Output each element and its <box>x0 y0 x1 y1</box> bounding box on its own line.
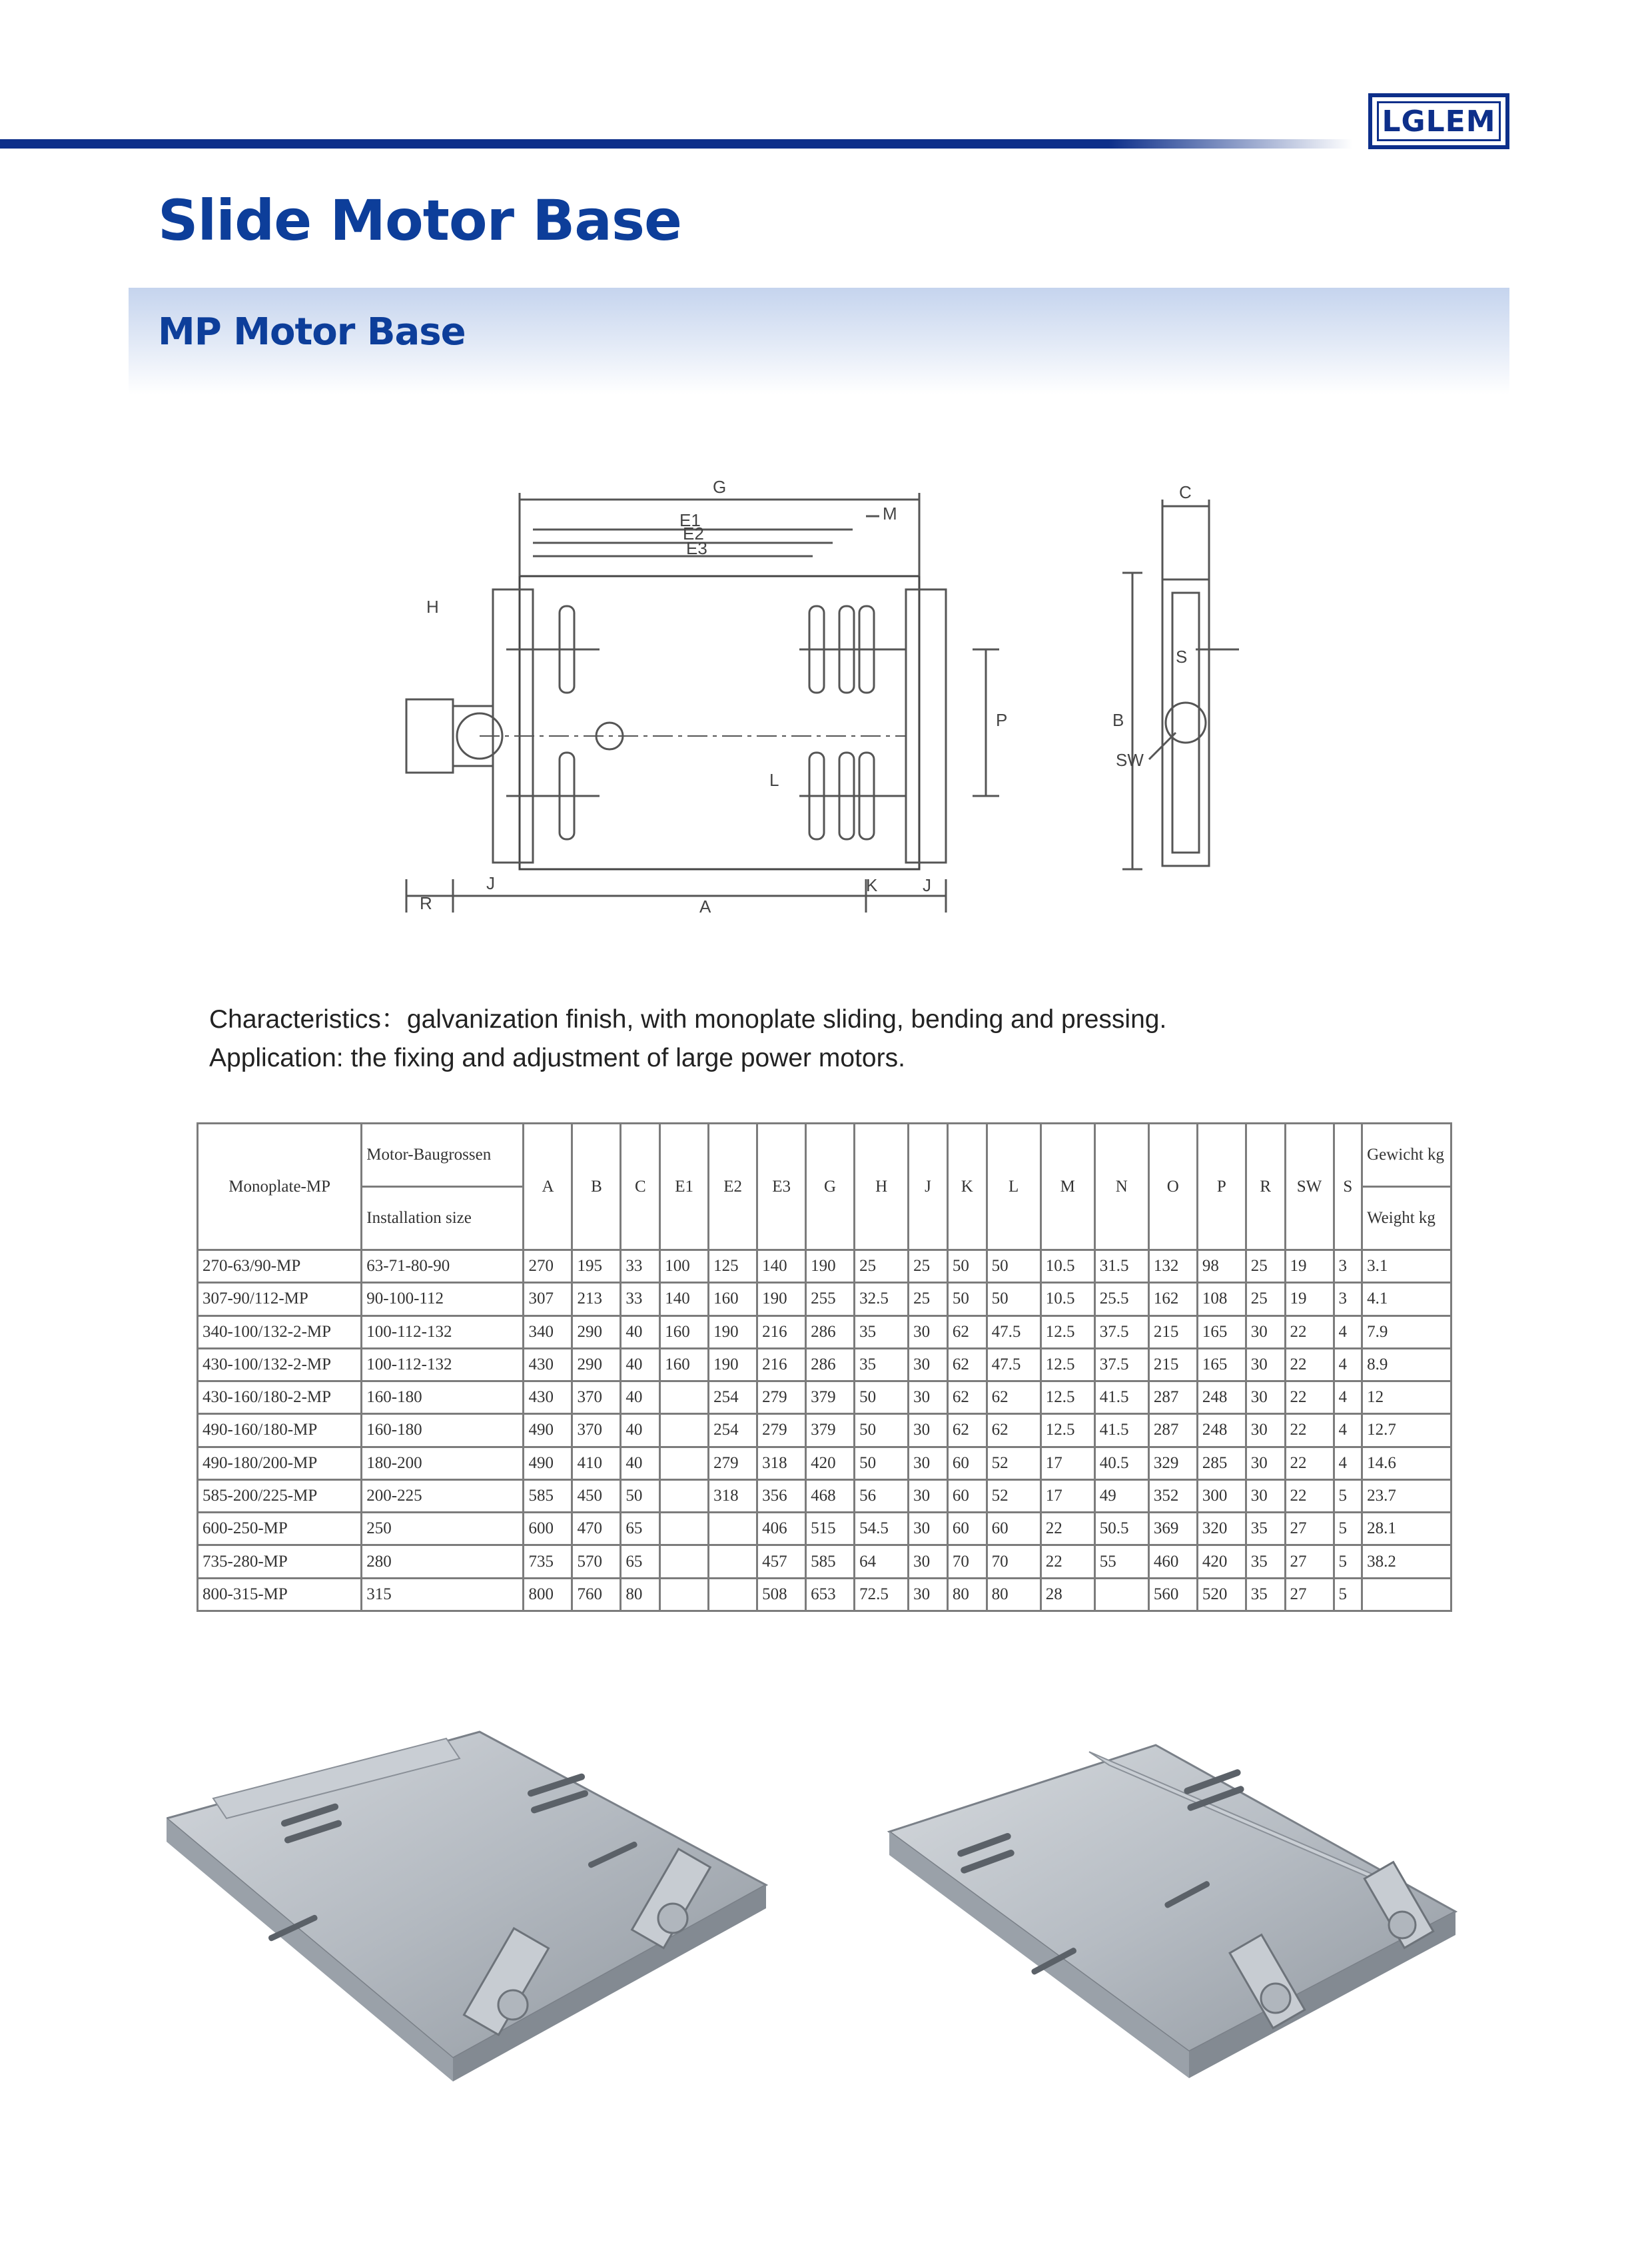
value-cell: 37.5 <box>1094 1315 1148 1348</box>
value-cell: 4 <box>1334 1348 1362 1381</box>
col-j: J <box>909 1124 948 1250</box>
label-e2: E2 <box>683 524 704 544</box>
value-cell: 190 <box>709 1315 757 1348</box>
value-cell: 35 <box>1246 1578 1285 1611</box>
table-row <box>198 1513 1451 1545</box>
value-cell: 5 <box>1334 1545 1362 1578</box>
value-cell: 17 <box>1040 1447 1094 1479</box>
value-cell: 300 <box>1197 1479 1246 1512</box>
col-installation-size: Installation size <box>362 1187 524 1250</box>
value-cell: 50 <box>947 1250 987 1283</box>
value-cell <box>660 1447 709 1479</box>
value-cell: 215 <box>1148 1348 1197 1381</box>
value-cell: 379 <box>806 1414 855 1447</box>
value-cell: 287 <box>1148 1381 1197 1414</box>
value-cell: 30 <box>909 1414 948 1447</box>
value-cell: 100 <box>660 1250 709 1283</box>
page-title: Slide Motor Base <box>158 188 681 253</box>
value-cell: 520 <box>1197 1578 1246 1611</box>
value-cell: 22 <box>1285 1447 1334 1479</box>
value-cell: 30 <box>909 1513 948 1545</box>
value-cell: 410 <box>572 1447 621 1479</box>
value-cell: 140 <box>660 1283 709 1315</box>
value-cell: 460 <box>1148 1545 1197 1578</box>
value-cell: 12 <box>1362 1381 1451 1414</box>
col-s: S <box>1334 1124 1362 1250</box>
model-cell: 735-280-MP <box>198 1545 362 1578</box>
col-motor-baugrossen: Motor-Baugrossen <box>362 1124 524 1187</box>
col-sw: SW <box>1285 1124 1334 1250</box>
value-cell: 132 <box>1148 1250 1197 1283</box>
col-g: G <box>806 1124 855 1250</box>
logo-text: LGLEM <box>1377 101 1501 141</box>
value-cell: 160 <box>660 1348 709 1381</box>
value-cell: 600 <box>524 1513 572 1545</box>
value-cell: 98 <box>1197 1250 1246 1283</box>
value-cell: 62 <box>987 1414 1040 1447</box>
value-cell: 52 <box>987 1447 1040 1479</box>
installation-size-cell: 250 <box>362 1513 524 1545</box>
value-cell <box>1094 1578 1148 1611</box>
value-cell: 12.5 <box>1040 1315 1094 1348</box>
value-cell: 760 <box>572 1578 621 1611</box>
value-cell: 55 <box>1094 1545 1148 1578</box>
value-cell <box>660 1381 709 1414</box>
value-cell: 41.5 <box>1094 1414 1148 1447</box>
value-cell: 5 <box>1334 1513 1362 1545</box>
value-cell: 735 <box>524 1545 572 1578</box>
value-cell: 286 <box>806 1348 855 1381</box>
value-cell: 50 <box>987 1283 1040 1315</box>
spec-table <box>197 1122 1452 1612</box>
value-cell: 30 <box>909 1381 948 1414</box>
value-cell: 190 <box>757 1283 806 1315</box>
value-cell: 329 <box>1148 1447 1197 1479</box>
company-logo <box>1368 93 1509 149</box>
value-cell: 369 <box>1148 1513 1197 1545</box>
value-cell: 35 <box>855 1348 909 1381</box>
value-cell: 22 <box>1040 1513 1094 1545</box>
value-cell: 215 <box>1148 1315 1197 1348</box>
value-cell: 10.5 <box>1040 1283 1094 1315</box>
value-cell: 25 <box>909 1283 948 1315</box>
installation-size-cell: 160-180 <box>362 1381 524 1414</box>
value-cell: 352 <box>1148 1479 1197 1512</box>
installation-size-cell: 100-112-132 <box>362 1315 524 1348</box>
value-cell: 28.1 <box>1362 1513 1451 1545</box>
model-cell: 270-63/90-MP <box>198 1250 362 1283</box>
value-cell: 30 <box>909 1315 948 1348</box>
value-cell: 25 <box>909 1250 948 1283</box>
value-cell: 653 <box>806 1578 855 1611</box>
value-cell: 27 <box>1285 1513 1334 1545</box>
value-cell: 4 <box>1334 1315 1362 1348</box>
value-cell: 50 <box>855 1381 909 1414</box>
value-cell: 5 <box>1334 1479 1362 1512</box>
value-cell: 27 <box>1285 1545 1334 1578</box>
table-row <box>198 1348 1451 1381</box>
value-cell: 19 <box>1285 1250 1334 1283</box>
value-cell: 254 <box>709 1381 757 1414</box>
installation-size-cell: 180-200 <box>362 1447 524 1479</box>
model-cell: 307-90/112-MP <box>198 1283 362 1315</box>
value-cell: 31.5 <box>1094 1250 1148 1283</box>
value-cell: 52 <box>987 1479 1040 1512</box>
col-e1: E1 <box>660 1124 709 1250</box>
value-cell: 25.5 <box>1094 1283 1148 1315</box>
value-cell: 60 <box>947 1447 987 1479</box>
value-cell: 515 <box>806 1513 855 1545</box>
table-row <box>198 1545 1451 1578</box>
value-cell: 62 <box>987 1381 1040 1414</box>
value-cell: 37.5 <box>1094 1348 1148 1381</box>
table-row <box>198 1381 1451 1414</box>
value-cell: 41.5 <box>1094 1381 1148 1414</box>
value-cell: 30 <box>1246 1447 1285 1479</box>
value-cell: 10.5 <box>1040 1250 1094 1283</box>
value-cell <box>709 1578 757 1611</box>
col-monoplate: Monoplate-MP <box>198 1124 362 1250</box>
model-cell: 430-100/132-2-MP <box>198 1348 362 1381</box>
value-cell: 160 <box>660 1315 709 1348</box>
value-cell: 17 <box>1040 1479 1094 1512</box>
label-c: C <box>1179 482 1192 502</box>
label-h: H <box>426 597 439 617</box>
label-l: L <box>769 770 779 790</box>
value-cell: 35 <box>855 1315 909 1348</box>
model-cell: 430-160/180-2-MP <box>198 1381 362 1414</box>
installation-size-cell: 280 <box>362 1545 524 1578</box>
table-row <box>198 1414 1451 1447</box>
value-cell <box>660 1513 709 1545</box>
product-photo-right <box>876 1718 1515 2091</box>
label-m: M <box>883 504 897 524</box>
value-cell: 70 <box>987 1545 1040 1578</box>
value-cell: 62 <box>947 1381 987 1414</box>
value-cell: 307 <box>524 1283 572 1315</box>
value-cell: 54.5 <box>855 1513 909 1545</box>
col-p: P <box>1197 1124 1246 1250</box>
value-cell: 270 <box>524 1250 572 1283</box>
col-h: H <box>855 1124 909 1250</box>
model-cell: 490-180/200-MP <box>198 1447 362 1479</box>
value-cell <box>660 1479 709 1512</box>
value-cell: 216 <box>757 1348 806 1381</box>
value-cell: 25 <box>1246 1250 1285 1283</box>
value-cell: 254 <box>709 1414 757 1447</box>
value-cell: 22 <box>1285 1348 1334 1381</box>
value-cell: 62 <box>947 1414 987 1447</box>
value-cell: 287 <box>1148 1414 1197 1447</box>
value-cell: 3 <box>1334 1283 1362 1315</box>
label-sw: SW <box>1116 750 1144 770</box>
value-cell: 30 <box>1246 1348 1285 1381</box>
value-cell: 140 <box>757 1250 806 1283</box>
model-cell: 490-160/180-MP <box>198 1414 362 1447</box>
value-cell: 585 <box>806 1545 855 1578</box>
value-cell: 248 <box>1197 1414 1246 1447</box>
value-cell: 160 <box>709 1283 757 1315</box>
value-cell: 35 <box>1246 1513 1285 1545</box>
value-cell: 340 <box>524 1315 572 1348</box>
value-cell: 32.5 <box>855 1283 909 1315</box>
value-cell: 290 <box>572 1348 621 1381</box>
value-cell: 60 <box>947 1479 987 1512</box>
technical-drawing <box>400 480 1266 933</box>
label-b: B <box>1112 710 1124 730</box>
value-cell: 28 <box>1040 1578 1094 1611</box>
value-cell: 50 <box>855 1447 909 1479</box>
value-cell: 70 <box>947 1545 987 1578</box>
model-cell: 800-315-MP <box>198 1578 362 1611</box>
value-cell: 50 <box>855 1414 909 1447</box>
value-cell: 165 <box>1197 1348 1246 1381</box>
value-cell: 279 <box>757 1414 806 1447</box>
value-cell: 22 <box>1285 1479 1334 1512</box>
col-k: K <box>947 1124 987 1250</box>
value-cell: 80 <box>621 1578 660 1611</box>
value-cell <box>660 1578 709 1611</box>
value-cell: 370 <box>572 1381 621 1414</box>
col-weight: Weight kg <box>1362 1187 1451 1250</box>
value-cell: 125 <box>709 1250 757 1283</box>
value-cell: 65 <box>621 1545 660 1578</box>
table-row <box>198 1578 1451 1611</box>
value-cell: 213 <box>572 1283 621 1315</box>
label-k: K <box>866 875 878 895</box>
value-cell: 12.5 <box>1040 1348 1094 1381</box>
value-cell: 30 <box>909 1545 948 1578</box>
product-photo-left <box>167 1718 806 2091</box>
value-cell: 40 <box>621 1447 660 1479</box>
label-g: G <box>713 480 727 497</box>
value-cell: 165 <box>1197 1315 1246 1348</box>
value-cell: 12.7 <box>1362 1414 1451 1447</box>
description <box>209 1000 1166 1078</box>
value-cell: 420 <box>1197 1545 1246 1578</box>
table-row <box>198 1315 1451 1348</box>
value-cell: 379 <box>806 1381 855 1414</box>
value-cell: 216 <box>757 1315 806 1348</box>
value-cell: 50 <box>987 1250 1040 1283</box>
value-cell: 4 <box>1334 1381 1362 1414</box>
value-cell: 50 <box>947 1283 987 1315</box>
col-gewicht: Gewicht kg <box>1362 1124 1451 1187</box>
value-cell: 40.5 <box>1094 1447 1148 1479</box>
value-cell: 190 <box>806 1250 855 1283</box>
value-cell: 470 <box>572 1513 621 1545</box>
value-cell: 56 <box>855 1479 909 1512</box>
value-cell <box>660 1545 709 1578</box>
value-cell: 318 <box>757 1447 806 1479</box>
value-cell <box>660 1414 709 1447</box>
value-cell: 25 <box>1246 1283 1285 1315</box>
value-cell: 72.5 <box>855 1578 909 1611</box>
value-cell: 40 <box>621 1414 660 1447</box>
table-row <box>198 1250 1451 1283</box>
value-cell: 33 <box>621 1250 660 1283</box>
value-cell: 508 <box>757 1578 806 1611</box>
value-cell: 468 <box>806 1479 855 1512</box>
value-cell: 3 <box>1334 1250 1362 1283</box>
value-cell: 570 <box>572 1545 621 1578</box>
col-b: B <box>572 1124 621 1250</box>
installation-size-cell: 63-71-80-90 <box>362 1250 524 1283</box>
installation-size-cell: 315 <box>362 1578 524 1611</box>
value-cell: 430 <box>524 1381 572 1414</box>
value-cell: 27 <box>1285 1578 1334 1611</box>
value-cell: 47.5 <box>987 1315 1040 1348</box>
value-cell: 585 <box>524 1479 572 1512</box>
value-cell: 22 <box>1285 1315 1334 1348</box>
label-j-right: J <box>923 875 931 895</box>
value-cell: 286 <box>806 1315 855 1348</box>
value-cell: 30 <box>1246 1315 1285 1348</box>
value-cell: 38.2 <box>1362 1545 1451 1578</box>
characteristics-text: Characteristics：galvanization finish, with monoplate sliding, bending and pressing. <box>209 1005 1167 1034</box>
value-cell: 62 <box>947 1315 987 1348</box>
col-r: R <box>1246 1124 1285 1250</box>
value-cell: 80 <box>987 1578 1040 1611</box>
value-cell: 195 <box>572 1250 621 1283</box>
value-cell <box>709 1545 757 1578</box>
value-cell: 23.7 <box>1362 1479 1451 1512</box>
value-cell: 64 <box>855 1545 909 1578</box>
installation-size-cell: 100-112-132 <box>362 1348 524 1381</box>
value-cell: 14.6 <box>1362 1447 1451 1479</box>
value-cell: 50.5 <box>1094 1513 1148 1545</box>
value-cell: 4.1 <box>1362 1283 1451 1315</box>
value-cell: 40 <box>621 1381 660 1414</box>
value-cell: 40 <box>621 1348 660 1381</box>
label-s: S <box>1176 647 1188 667</box>
value-cell: 12.5 <box>1040 1414 1094 1447</box>
value-cell: 30 <box>1246 1414 1285 1447</box>
label-p: P <box>996 710 1008 730</box>
value-cell <box>709 1513 757 1545</box>
installation-size-cell: 200-225 <box>362 1479 524 1512</box>
col-o: O <box>1148 1124 1197 1250</box>
label-a: A <box>699 897 711 917</box>
model-cell: 340-100/132-2-MP <box>198 1315 362 1348</box>
value-cell: 108 <box>1197 1283 1246 1315</box>
value-cell: 320 <box>1197 1513 1246 1545</box>
value-cell: 50 <box>621 1479 660 1512</box>
value-cell: 65 <box>621 1513 660 1545</box>
value-cell: 19 <box>1285 1283 1334 1315</box>
value-cell: 80 <box>947 1578 987 1611</box>
model-cell: 585-200/225-MP <box>198 1479 362 1512</box>
col-e3: E3 <box>757 1124 806 1250</box>
value-cell: 30 <box>909 1479 948 1512</box>
value-cell: 5 <box>1334 1578 1362 1611</box>
model-cell: 600-250-MP <box>198 1513 362 1545</box>
value-cell: 370 <box>572 1414 621 1447</box>
label-e1: E1 <box>679 510 701 530</box>
value-cell: 35 <box>1246 1545 1285 1578</box>
col-c: C <box>621 1124 660 1250</box>
value-cell: 420 <box>806 1447 855 1479</box>
value-cell: 30 <box>909 1578 948 1611</box>
value-cell: 30 <box>909 1447 948 1479</box>
value-cell: 22 <box>1285 1414 1334 1447</box>
value-cell: 30 <box>909 1348 948 1381</box>
table-row <box>198 1479 1451 1512</box>
value-cell: 60 <box>987 1513 1040 1545</box>
value-cell: 560 <box>1148 1578 1197 1611</box>
label-j-left: J <box>486 873 495 893</box>
value-cell: 190 <box>709 1348 757 1381</box>
value-cell: 12.5 <box>1040 1381 1094 1414</box>
value-cell <box>1362 1578 1451 1611</box>
value-cell: 30 <box>1246 1479 1285 1512</box>
value-cell: 62 <box>947 1348 987 1381</box>
section-title: MP Motor Base <box>158 310 466 354</box>
header-rule <box>0 139 1352 149</box>
value-cell: 490 <box>524 1414 572 1447</box>
col-m: M <box>1040 1124 1094 1250</box>
installation-size-cell: 160-180 <box>362 1414 524 1447</box>
value-cell: 285 <box>1197 1447 1246 1479</box>
value-cell: 4 <box>1334 1414 1362 1447</box>
value-cell: 290 <box>572 1315 621 1348</box>
value-cell: 25 <box>855 1250 909 1283</box>
col-l: L <box>987 1124 1040 1250</box>
value-cell: 8.9 <box>1362 1348 1451 1381</box>
value-cell: 457 <box>757 1545 806 1578</box>
value-cell: 40 <box>621 1315 660 1348</box>
value-cell: 430 <box>524 1348 572 1381</box>
value-cell: 30 <box>1246 1381 1285 1414</box>
value-cell: 279 <box>757 1381 806 1414</box>
table-row <box>198 1447 1451 1479</box>
value-cell: 279 <box>709 1447 757 1479</box>
value-cell: 162 <box>1148 1283 1197 1315</box>
value-cell: 7.9 <box>1362 1315 1451 1348</box>
table-row <box>198 1283 1451 1315</box>
value-cell: 356 <box>757 1479 806 1512</box>
label-e3: E3 <box>686 538 707 558</box>
label-r: R <box>420 893 432 913</box>
installation-size-cell: 90-100-112 <box>362 1283 524 1315</box>
value-cell: 33 <box>621 1283 660 1315</box>
value-cell: 248 <box>1197 1381 1246 1414</box>
col-e2: E2 <box>709 1124 757 1250</box>
value-cell: 800 <box>524 1578 572 1611</box>
application-text: Application: the fixing and adjustment of large power motors. <box>209 1044 905 1072</box>
value-cell: 406 <box>757 1513 806 1545</box>
value-cell: 450 <box>572 1479 621 1512</box>
value-cell: 318 <box>709 1479 757 1512</box>
value-cell: 49 <box>1094 1479 1148 1512</box>
value-cell: 47.5 <box>987 1348 1040 1381</box>
col-a: A <box>524 1124 572 1250</box>
col-n: N <box>1094 1124 1148 1250</box>
value-cell: 3.1 <box>1362 1250 1451 1283</box>
value-cell: 4 <box>1334 1447 1362 1479</box>
value-cell: 490 <box>524 1447 572 1479</box>
value-cell: 60 <box>947 1513 987 1545</box>
value-cell: 255 <box>806 1283 855 1315</box>
value-cell: 22 <box>1285 1381 1334 1414</box>
value-cell: 22 <box>1040 1545 1094 1578</box>
